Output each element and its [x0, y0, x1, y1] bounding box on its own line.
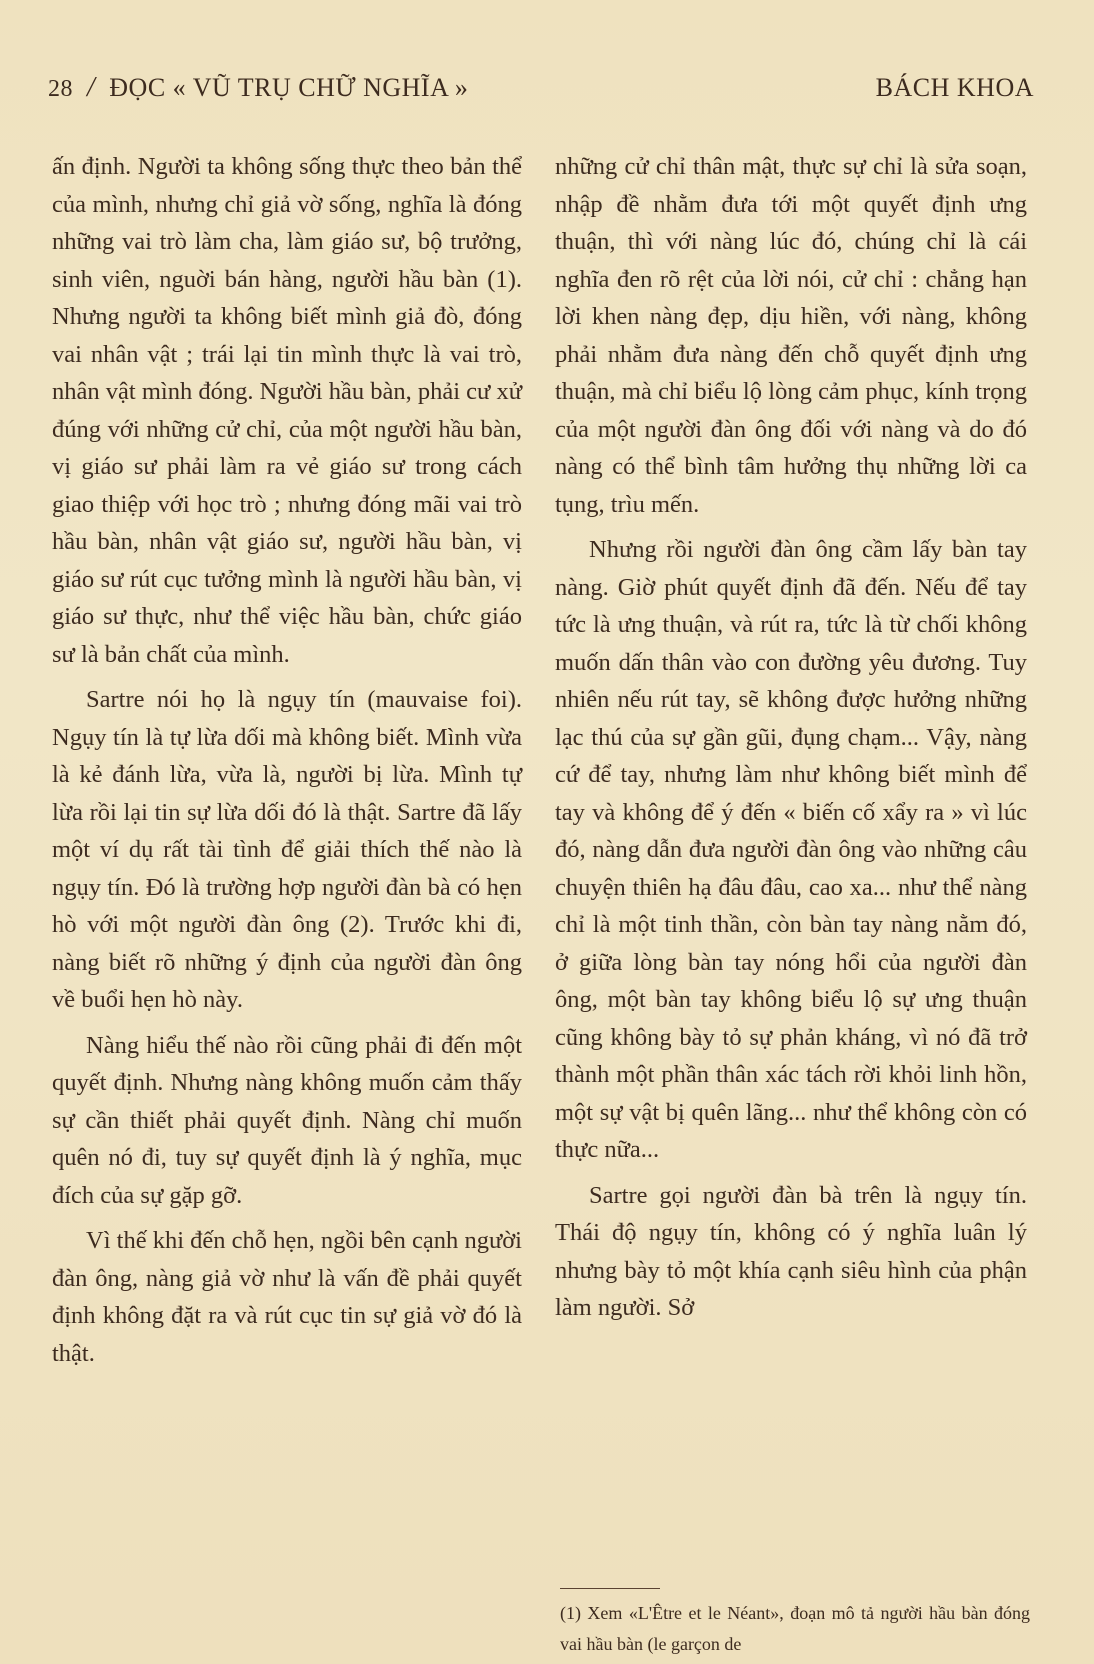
header-left: [48, 72, 468, 104]
paragraph: Nhưng rồi người đàn ông cầm lấy bàn tay nàng. Giờ phút quyết định đã đến. Nếu để tay tức là ưng thuận, và rút ra, tức là từ chối không muốn dấn thân vào con đường yêu đương. Tuy nhiên nếu rút tay, sẽ không được hưởng những lạc thú của sự gần gũi, đụng chạm... Vậy, nàng cứ để tay, nhưng làm như không biết mình để tay và không để ý đến « biến cố xẩy ra » vì lúc đó, nàng dẫn đưa người đàn ông vào những câu chuyện thiên hạ đâu đâu, cao xa... như thể nàng chỉ là một tinh thần, còn bàn tay nàng nằm đó, ở giữa lòng bàn tay nóng hổi của người đàn ông, một bàn tay không biểu lộ sự ưng thuận cũng không bày tỏ sự phản kháng, vì nó đã trở thành một phần thân xác tách rời khỏi linh hồn, một sự vật bị quên lãng... như thể không còn có thực nữa...: [555, 536, 1027, 1163]
footnote: (1) Xem «L'Être et le Néant», đoạn mô tả người hầu bàn đóng vai hầu bàn (le garçon de: [560, 1603, 1030, 1654]
footnote-divider: [560, 1588, 660, 1589]
publication-name: BÁCH KHOA: [875, 73, 1034, 102]
paragraph: những cử chỉ thân mật, thực sự chỉ là sửa soạn, nhập đề nhằm đưa tới một quyết định ưng thuận, thì với nàng lúc đó, chúng chỉ là cái nghĩa đen rõ rệt của lời nói, cử chỉ : chẳng hạn lời khen nàng đẹp, dịu hiền, với nàng, không phải nhằm đưa nàng đến chỗ quyết định ưng thuận, mà chỉ biểu lộ lòng cảm phục, kính trọng của một người đàn ông đối với nàng và do đó nàng có thể bình tâm hưởng thụ những lời ca tụng, trìu mến.: [555, 153, 1027, 518]
paragraph: Nàng hiểu thế nào rồi cũng phải đi đến một quyết định. Nhưng nàng không muốn cảm thấy sự cần thiết phải quyết định. Nàng chỉ muốn quên nó đi, tuy sự quyết định là ý nghĩa, mục đích của sự gặp gỡ.: [52, 1031, 522, 1209]
paragraph: Sartre nói họ là ngụy tín (mauvaise foi). Ngụy tín là tự lừa dối mà không biết. Mình vừa là kẻ đánh lừa, vừa là, người bị lừa. Mình tự lừa rồi lại tin sự lừa dối đó là thật. Sartre đã lấy một ví dụ rất tài tình để giải thích thế nào là ngụy tín. Đó là trường hợp người đàn bà có hẹn hò với một người đàn ông (2). Trước khi đi, nàng biết rõ những ý định của người đàn ông về buổi hẹn hò này.: [52, 686, 522, 1013]
left-column: [52, 148, 522, 1380]
chapter-title: ĐỌC « VŨ TRỤ CHỮ NGHĨA »: [109, 73, 469, 102]
page-number: 28: [48, 76, 73, 102]
paragraph: ấn định. Người ta không sống thực theo bản thể của mình, nhưng chỉ giả vờ sống, nghĩa là đóng những vai trò làm cha, làm giáo sư, bộ trưởng, sinh viên, nguời bán hàng, người hầu bàn (1). Nhưng người ta không biết mình giả đò, đóng vai nhân vật ; trái lại tin mình thực là vai trò, nhân vật mình đóng. Người hầu bàn, phải cư xử đúng với những cử chỉ, của một người hầu bàn, vị giáo sư phải làm ra vẻ giáo sư trong cách giao thiệp với học trò ; nhưng đóng mãi vai trò hầu bàn, nhân vật giáo sư, người hầu bàn, vị giáo sư rút cục tưởng mình là người hầu bàn, vị giáo sư thực, như thể việc hầu bàn, chức giáo sư là bản chất của mình.: [52, 153, 522, 668]
page-header: [48, 72, 1034, 112]
right-column: [555, 148, 1027, 1335]
paragraph: Vì thế khi đến chỗ hẹn, ngồi bên cạnh người đàn ông, nàng giả vờ như là vấn đề phải quyết định không đặt ra và rút cục tin sự giả vờ đó là thật.: [52, 1227, 522, 1367]
header-separator: /: [87, 72, 96, 103]
paragraph: Sartre gọi người đàn bà trên là ngụy tín. Thái độ ngụy tín, không có ý nghĩa luân lý nhưng bày tỏ một khía cạnh siêu hình của phận làm người. Sở: [555, 1181, 1027, 1321]
